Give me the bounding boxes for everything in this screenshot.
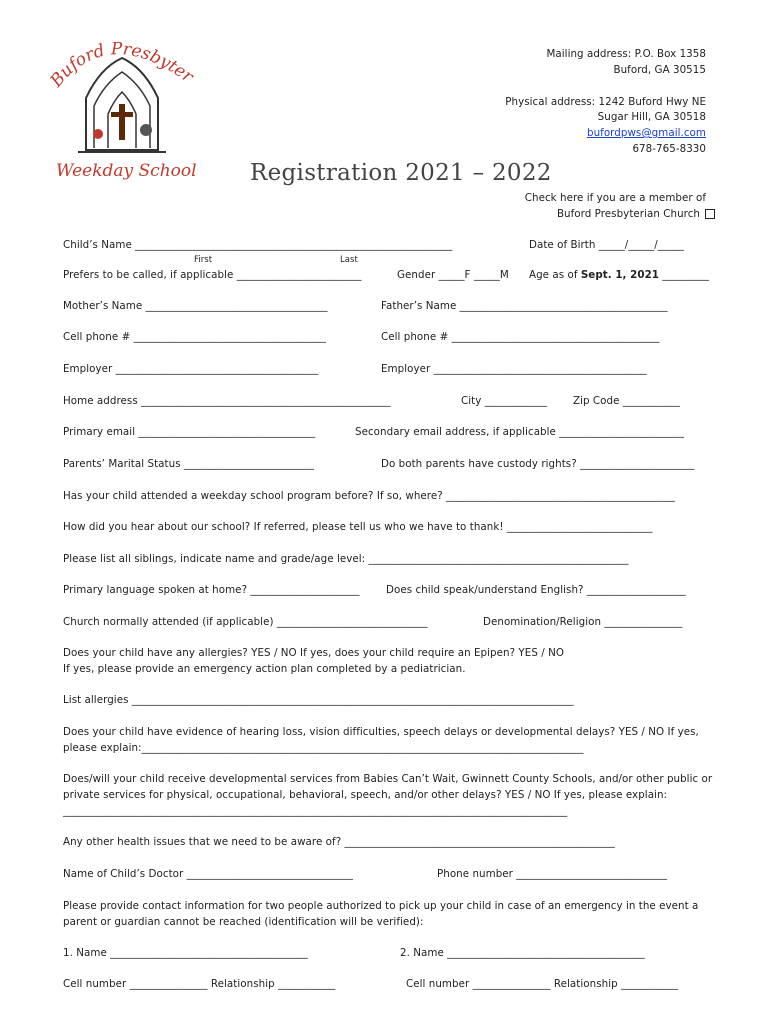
- mother-name-field[interactable]: Mother’s Name ___________________________________: [63, 300, 328, 312]
- cell-phone-field-1[interactable]: Cell phone # _____________________________________: [63, 331, 326, 343]
- english-field[interactable]: Does child speak/understand English? ___________________: [386, 584, 686, 596]
- member-text-line1: Check here if you are a member of: [524, 192, 706, 204]
- pickup-name-2[interactable]: 2. Name ______________________________________: [400, 947, 645, 959]
- list-allergies-field[interactable]: List allergies _____________________________________________________________________________________: [63, 694, 574, 706]
- logo-arc-text: Buford Presbyter: [48, 39, 197, 91]
- marital-status-field[interactable]: Parents’ Marital Status _________________________: [63, 458, 314, 470]
- first-label: First: [194, 255, 213, 265]
- pickup-name-1[interactable]: 1. Name ______________________________________: [63, 947, 308, 959]
- last-label: Last: [340, 255, 358, 265]
- referral-field[interactable]: How did you hear about our school? If referred, please tell us who we have to thank! ____________________________: [63, 521, 653, 533]
- delays-question-line2[interactable]: please explain:_____________________________________________________________________________________: [63, 742, 584, 754]
- age-suffix: _________: [662, 269, 710, 281]
- physical-address-line1: Physical address: 1242 Buford Hwy NE: [505, 96, 706, 108]
- city-field[interactable]: City ____________: [461, 395, 548, 407]
- prefers-name-field[interactable]: Prefers to be called, if applicable ________________________: [63, 269, 362, 281]
- mailing-address-line1: Mailing address: P.O. Box 1358: [546, 48, 706, 60]
- gender-field[interactable]: Gender _____F _____M: [397, 269, 509, 281]
- page-title: Registration 2021 – 2022: [250, 160, 552, 186]
- dob-field[interactable]: Date of Birth _____/_____/_____: [529, 239, 684, 251]
- pickup-instructions-line2: parent or guardian cannot be reached (identification will be verified):: [63, 916, 424, 928]
- siblings-field[interactable]: Please list all siblings, indicate name and grade/age level: __________________________________________________: [63, 553, 629, 565]
- cell-phone-field-2[interactable]: Cell phone # ________________________________________: [381, 331, 660, 343]
- services-question-line1: Does/will your child receive developmental services from Babies Can’t Wait, Gwinnett County Schools, and/or other public or: [63, 773, 713, 785]
- attended-field[interactable]: Has your child attended a weekday school program before? If so, where? ____________________________________________: [63, 490, 675, 502]
- svg-text:Buford Presbyterian: [48, 28, 197, 92]
- zip-field[interactable]: Zip Code ___________: [573, 395, 680, 407]
- member-text-line2: Buford Presbyterian Church: [556, 208, 700, 220]
- delays-question-line1[interactable]: Does your child have evidence of hearing loss, vision difficulties, speech delays or developmental delays? YES / NO If yes,: [63, 726, 699, 738]
- other-health-field[interactable]: Any other health issues that we need to be aware of? ____________________________________________________: [63, 836, 615, 848]
- father-name-field[interactable]: Father’s Name ________________________________________: [381, 300, 668, 312]
- home-address-field[interactable]: Home address ________________________________________________: [63, 395, 391, 407]
- mailing-address-line2: Buford, GA 30515: [613, 64, 706, 76]
- church-window-logo-icon: [48, 28, 198, 188]
- allergies-question[interactable]: Does your child have any allergies? YES / NO If yes, does your child require an Epipen? YES / NO: [63, 647, 564, 659]
- email-link[interactable]: bufordpws@gmail.com: [586, 127, 706, 139]
- school-logo: [48, 28, 198, 188]
- child-name-field[interactable]: Child’s Name _____________________________________________________________: [63, 239, 453, 251]
- primary-email-field[interactable]: Primary email __________________________________: [63, 426, 316, 438]
- allergies-plan-text: If yes, please provide an emergency action plan completed by a pediatrician.: [63, 663, 466, 675]
- language-field[interactable]: Primary language spoken at home? _____________________: [63, 584, 360, 596]
- phone-number: 678-765-8330: [632, 143, 706, 155]
- employer-field-2[interactable]: Employer _________________________________________: [381, 363, 647, 375]
- pickup-cell-relationship-1[interactable]: Cell number _______________ Relationship ___________: [63, 978, 336, 990]
- services-question-line2[interactable]: private services for physical, occupational, behavioral, speech, and/or other delays? YES / NO If yes, please explain:: [63, 789, 668, 801]
- services-explain-line[interactable]: _________________________________________________________________________________________________: [63, 805, 568, 817]
- physical-address-line2: Sugar Hill, GA 30518: [597, 111, 706, 123]
- logo-bottom-text: Weekday School: [56, 161, 197, 181]
- doctor-phone-field[interactable]: Phone number _____________________________: [437, 868, 668, 880]
- custody-field[interactable]: Do both parents have custody rights? ______________________: [381, 458, 695, 470]
- church-field[interactable]: Church normally attended (if applicable) _____________________________: [63, 616, 428, 628]
- pickup-instructions-line1: Please provide contact information for two people authorized to pick up your child in case of an emergency in the event a: [63, 900, 699, 912]
- denomination-field[interactable]: Denomination/Religion _______________: [483, 616, 683, 628]
- doctor-name-field[interactable]: Name of Child’s Doctor ________________________________: [63, 868, 353, 880]
- age-date: Sept. 1, 2021: [580, 269, 660, 281]
- age-prefix: Age as of: [529, 269, 578, 281]
- employer-field-1[interactable]: Employer _______________________________________: [63, 363, 319, 375]
- age-field[interactable]: [529, 269, 709, 281]
- member-checkbox[interactable]: [705, 209, 715, 219]
- secondary-email-field[interactable]: Secondary email address, if applicable ________________________: [355, 426, 685, 438]
- pickup-cell-relationship-2[interactable]: Cell number _______________ Relationship ___________: [406, 978, 679, 990]
